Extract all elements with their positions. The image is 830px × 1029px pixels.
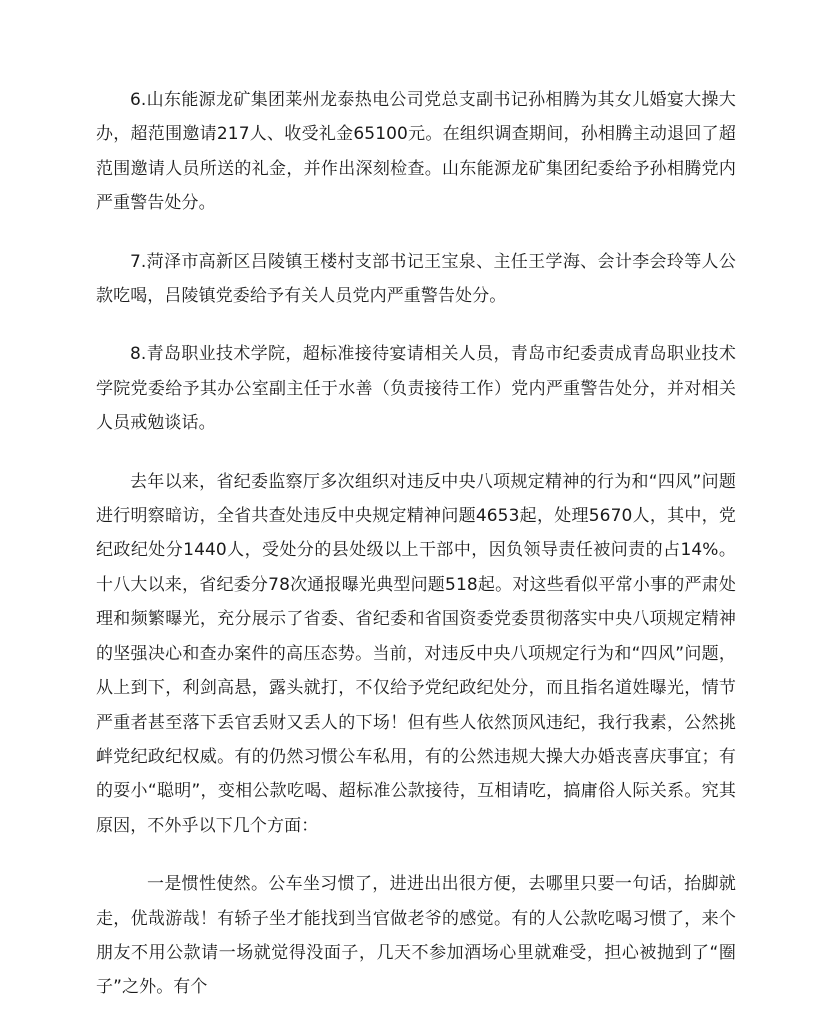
- paragraph-case-6: 6.山东能源龙矿集团莱州龙泰热电公司党总支副书记孙相腾为其女儿婚宴大操大办，超范围邀请217人、收受礼金65100元。在组织调查期间，孙相腾主动退回了超范围邀请人员所送的礼金，并作出深刻检查。山东能源龙矿集团纪委给予孙相腾党内严重警告处分。: [96, 90, 736, 214]
- paragraph-case-7: 7.菏泽市高新区吕陵镇王楼村支部书记王宝泉、主任王学海、会计李会玲等人公款吃喝，吕陵镇党委给予有关人员党内严重警告处分。: [96, 251, 736, 307]
- paragraph-summary: 去年以来，省纪委监察厅多次组织对违反中央八项规定精神的行为和“四风”问题进行明察暗访，全省共查处违反中央规定精神问题4653起，处理5670人，其中，党纪政纪处分1440人，受处分的县处级以上干部中，因负领导责任被问责的占14%。十八大以来，省纪委分78次通报曝光典型问题518起。对这些看似平常小事的严肃处理和频繁曝光，充分展示了省委、省纪委和省国资委党委贯彻落实中央八项规定精神的坚强决心和查办案件的高压态势。当前，对违反中央八项规定行为和“四风”问题，从上到下，利剑高悬，露头就打，不仅给予党纪政纪处分，而且指名道姓曝光，情节严重者甚至落下丢官丢财又丢人的下场！但有些人依然顶风违纪，我行我素，公然挑衅党纪政纪权威。有的仍然习惯公车私用，有的公然违规大操大办婚丧喜庆事宜；有的耍小“聪明”，变相公款吃喝、超标准公款接待，互相请吃，搞庸俗人际关系。究其原因，不外乎以下几个方面：: [96, 471, 736, 836]
- document-body: [96, 83, 736, 1029]
- paragraph-case-8: 8.青岛职业技术学院，超标准接待宴请相关人员，青岛市纪委责成青岛职业技术学院党委给予其办公室副主任于水善（负责接待工作）党内严重警告处分，并对相关人员戒勉谈话。: [96, 344, 736, 434]
- paragraph-reason-one: 一是惯性使然。公车坐习惯了，进进出出很方便，去哪里只要一句话，抬脚就走，优哉游哉！有轿子坐才能找到当官做老爷的感觉。有的人公款吃喝习惯了，来个朋友不用公款请一场就觉得没面子，几天不参加酒场心里就难受，担心被抛到了“圈子”之外。有个: [96, 874, 736, 998]
